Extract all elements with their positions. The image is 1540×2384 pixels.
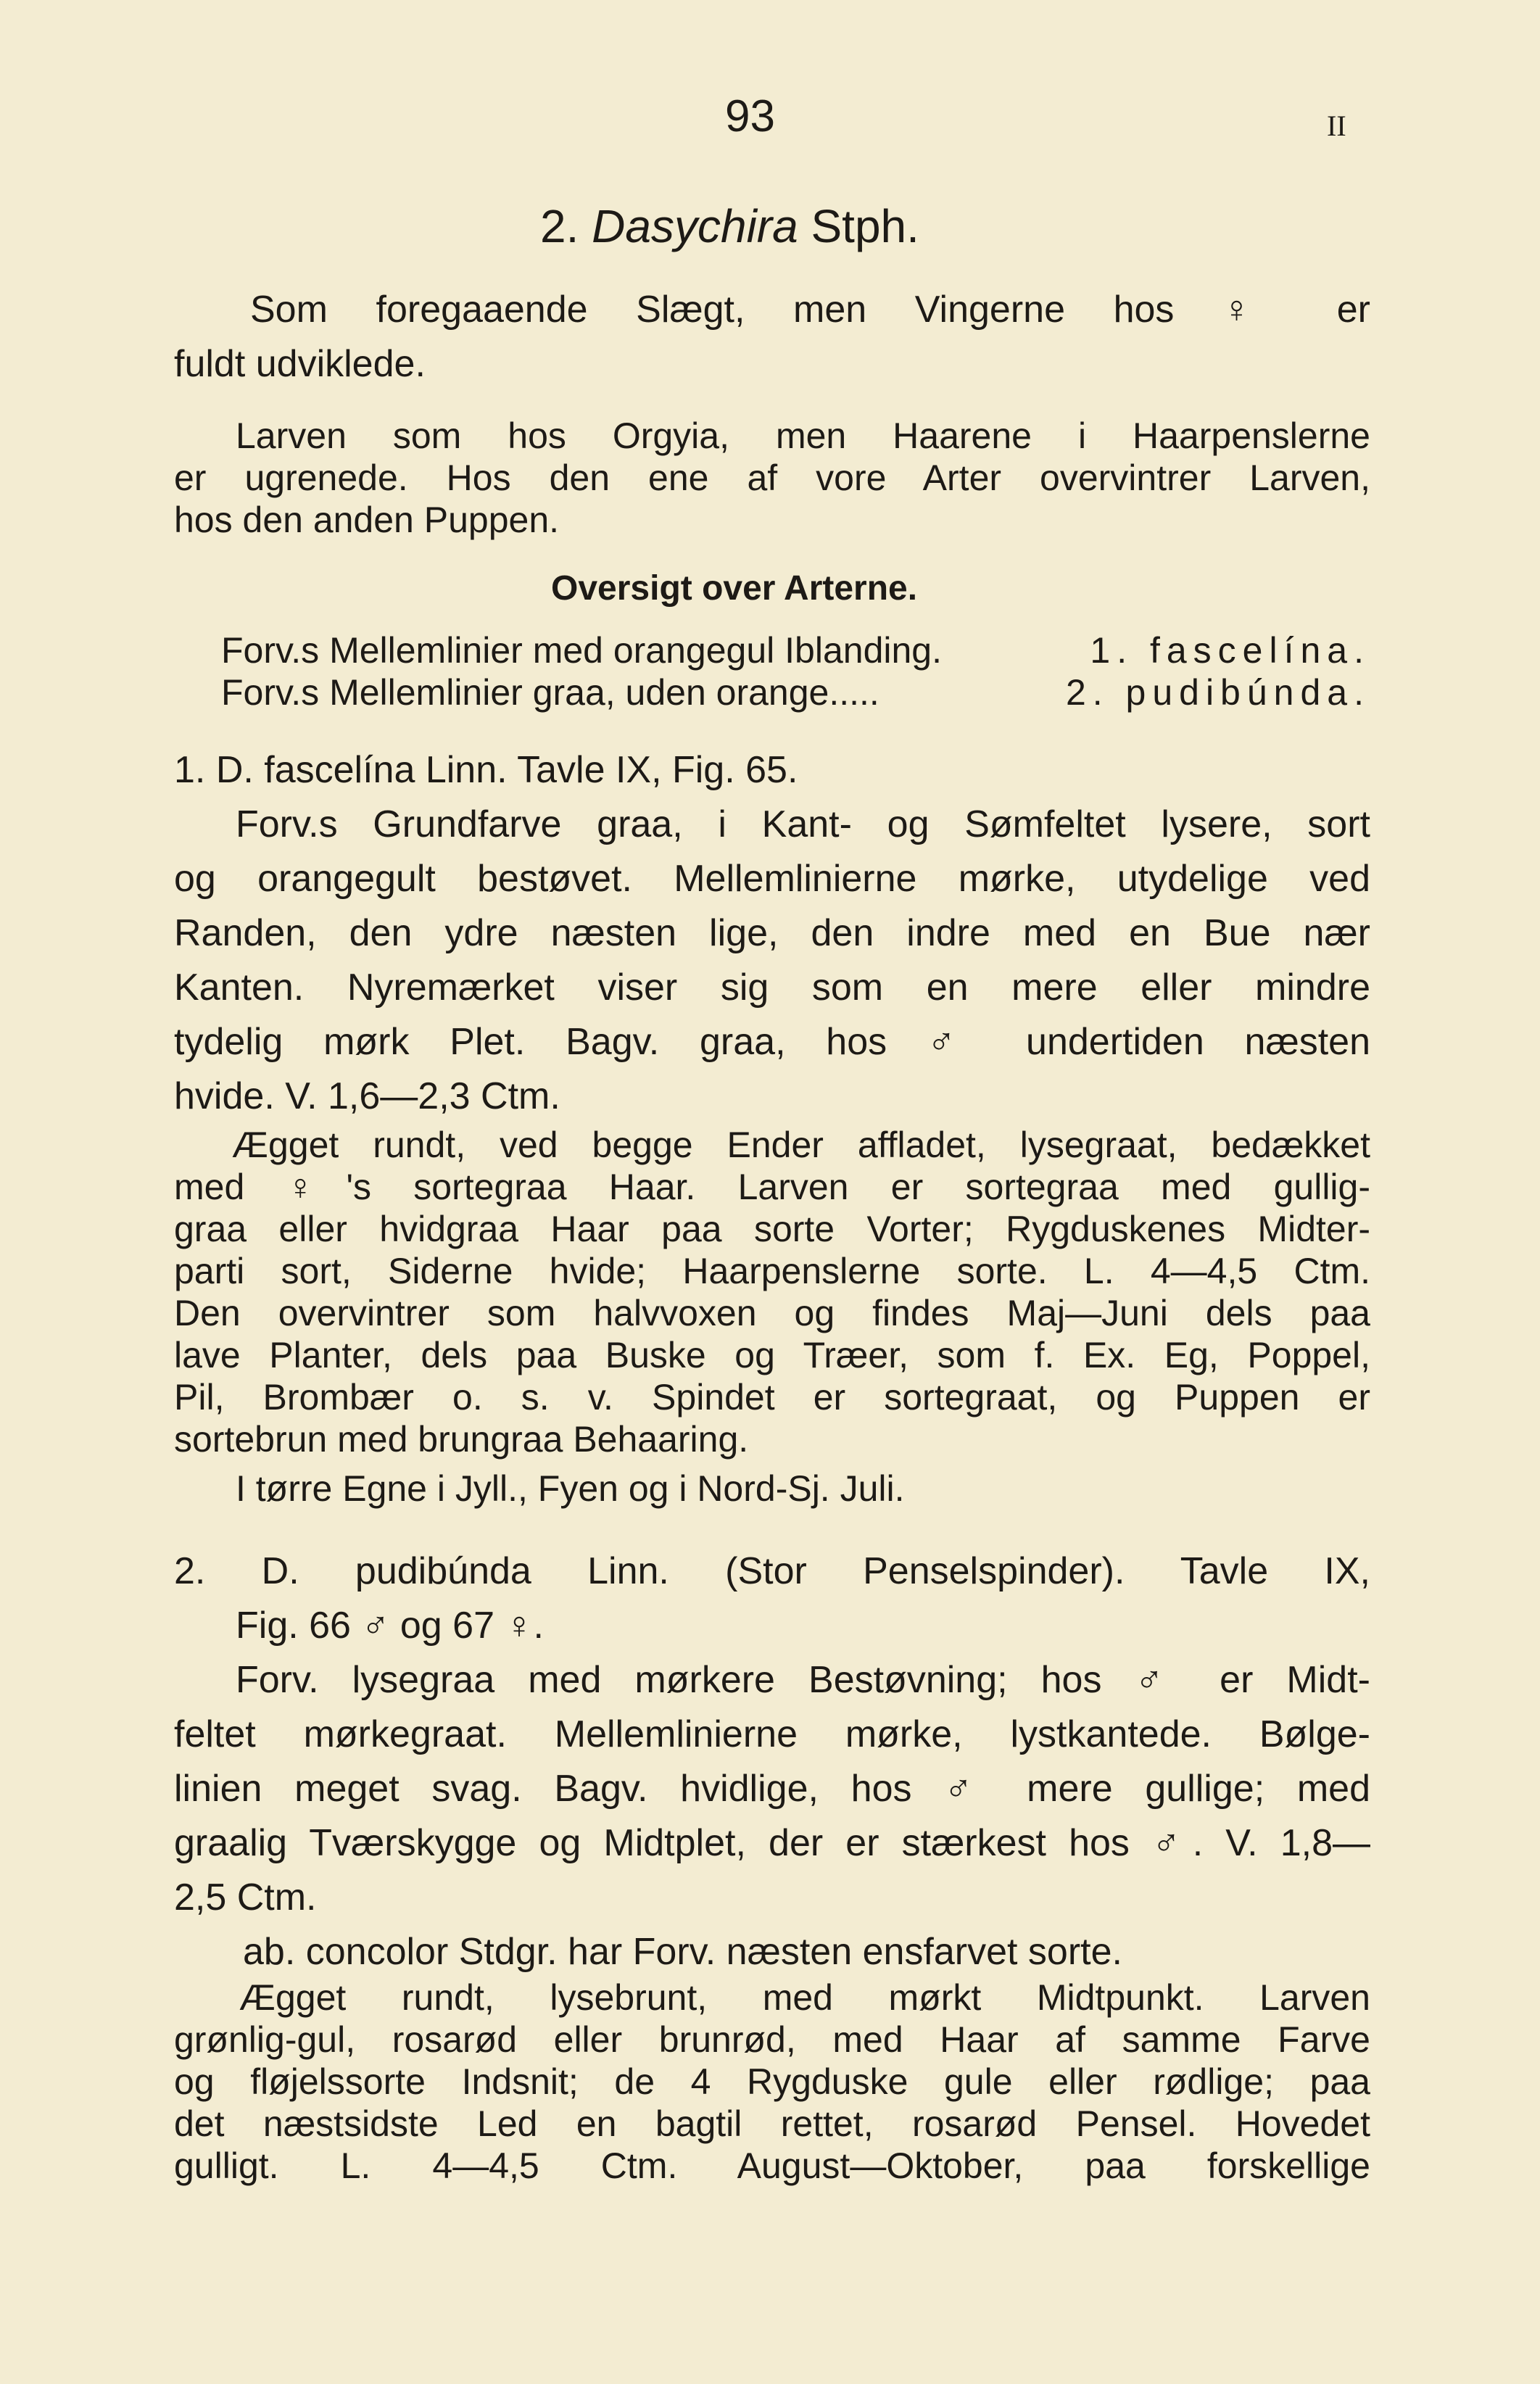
locality-line: I tørre Egne i Jyll., Fyen og i Nord-Sj. Juli. [236, 1468, 905, 1509]
signature-mark: II [1327, 109, 1346, 142]
text-line: og orangegult bestøvet. Mellemlinierne mørke, utydelige ved [174, 858, 1370, 900]
text-line: gulligt. L. 4—4,5 Ctm. August—Oktober, paa forskellige [174, 2145, 1370, 2186]
text-line: fuldt udviklede. [174, 343, 426, 385]
genus-name: Dasychira [592, 200, 798, 252]
text-line: linien meget svag. Bagv. hvidlige, hos ♂ mere gullige; med [174, 1768, 1370, 1810]
key-description: Forv.s Mellemlinier med orangegul Iblanding. [221, 630, 942, 671]
text-line: sortebrun med brungraa Behaaring. [174, 1419, 749, 1460]
text-line: hvide. V. 1,6—2,3 Ctm. [174, 1075, 560, 1117]
species-heading: 2. D. pudibúnda Linn. (Stor Penselspinder). Tavle IX, [174, 1550, 1370, 1592]
text-line: tydelig mørk Plet. Bagv. graa, hos ♂ undertiden næsten [174, 1021, 1370, 1063]
text-line: Kanten. Nyremærket viser sig som en mere eller mindre [174, 967, 1370, 1009]
genus-title [540, 200, 919, 252]
text-line: med ♀'s sortegraa Haar. Larven er sortegraa med gullig- [174, 1167, 1370, 1207]
text-line: grønlig-gul, rosarød eller brunrød, med Haar af samme Farve [174, 2019, 1370, 2060]
text-line: graalig Tværskygge og Midtplet, der er stærkest hos ♂. V. 1,8— [174, 1822, 1370, 1864]
text-line: Randen, den ydre næsten lige, den indre med en Bue nær [174, 912, 1370, 954]
genus-author: Stph. [811, 200, 919, 252]
text-line: Ægget rundt, lysebrunt, med mørkt Midtpunkt. Larven [239, 1977, 1370, 2018]
key-result: 1. fascelína. [1090, 630, 1370, 671]
text-line: hos den anden Puppen. [174, 500, 560, 540]
page-number: 93 [725, 91, 775, 141]
key-entry [221, 629, 1370, 671]
text-line: Forv. lysegraa med mørkere Bestøvning; hos ♂ er Midt- [236, 1659, 1370, 1701]
genus-number: 2. [540, 200, 579, 252]
species-heading: 1. D. fascelína Linn. Tavle IX, Fig. 65. [174, 749, 798, 791]
text-line: Den overvintrer som halvvoxen og findes Maj—Juni dels paa [174, 1293, 1370, 1333]
text-line: er ugrenede. Hos den ene af vore Arter overvintrer Larven, [174, 458, 1370, 498]
text-line: feltet mørkegraat. Mellemlinierne mørke, lystkantede. Bølge- [174, 1713, 1370, 1755]
text-line: Fig. 66 ♂ og 67 ♀. [236, 1605, 544, 1647]
text-line: parti sort, Siderne hvide; Haarpenslerne sorte. L. 4—4,5 Ctm. [174, 1251, 1370, 1291]
aberration-line: ab. concolor Stdgr. har Forv. næsten ensfarvet sorte. [243, 1931, 1122, 1973]
text-line: og fløjelssorte Indsnit; de 4 Rygduske gule eller rødlige; paa [174, 2061, 1370, 2102]
text-line: Som foregaaende Slægt, men Vingerne hos ♀ er [250, 289, 1370, 331]
text-line: det næstsidste Led en bagtil rettet, rosarød Pensel. Hovedet [174, 2103, 1370, 2144]
text-line: Larven som hos Orgyia, men Haarene i Haarpenslerne [236, 415, 1370, 456]
text-line: Forv.s Grundfarve graa, i Kant- og Sømfeltet lysere, sort [236, 803, 1370, 845]
key-result: 2. pudibúnda. [1065, 672, 1370, 713]
key-description: Forv.s Mellemlinier graa, uden orange..... [221, 672, 879, 713]
text-line: graa eller hvidgraa Haar paa sorte Vorter; Rygduskenes Midter- [174, 1209, 1370, 1249]
text-line: 2,5 Ctm. [174, 1876, 317, 1919]
text-line: Ægget rundt, ved begge Ender affladet, lysegraat, bedækket [232, 1125, 1370, 1165]
text-line: Pil, Brombær o. s. v. Spindet er sortegraat, og Puppen er [174, 1377, 1370, 1417]
key-entry [221, 671, 1370, 713]
section-heading: Oversigt over Arterne. [551, 569, 918, 608]
text-line: lave Planter, dels paa Buske og Træer, som f. Ex. Eg, Poppel, [174, 1335, 1370, 1375]
